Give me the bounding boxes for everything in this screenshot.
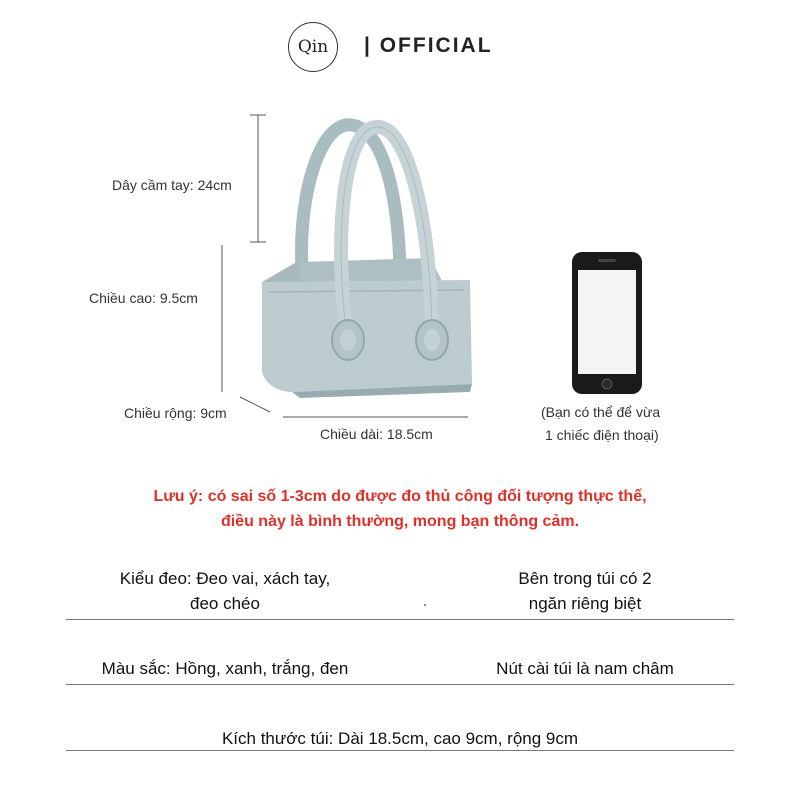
- size-spec: Kích thước túi: Dài 18.5cm, cao 9cm, rộng 9cm: [221, 729, 579, 748]
- measurement-note-line1: Lưu ý: có sai số 1-3cm do được đo thủ công đối tượng thực thế,: [153, 488, 647, 505]
- brand-title: | OFFICIAL: [364, 34, 493, 57]
- handbag-image: [262, 125, 472, 398]
- height-label: Chiều cao: 9.5cm: [89, 290, 198, 306]
- strap-style-line2: đeo chéo: [190, 594, 260, 613]
- measurement-note-line2: điều này là bình thường, mong bạn thông cảm.: [220, 513, 580, 530]
- colors-spec: Màu sắc: Hồng, xanh, trắng, đen: [101, 659, 349, 678]
- logo-text: Qin: [297, 37, 329, 57]
- handle-length-label: Dây cầm tay: 24cm: [112, 177, 232, 193]
- width-measure-line: [240, 397, 270, 412]
- phone-note-line1: (Bạn có thể để vừa: [541, 404, 661, 420]
- clasp-spec: Nút cài túi là nam châm: [496, 659, 674, 678]
- divider: [66, 750, 734, 751]
- compartment-line2: ngăn riêng biệt: [528, 594, 642, 613]
- compartment-line1: Bên trong túi có 2: [518, 569, 652, 588]
- phone-note-line2: 1 chiếc điện thoại): [545, 427, 659, 443]
- phone-image: [572, 252, 642, 394]
- width-label: Chiều rộng: 9cm: [124, 405, 227, 421]
- divider: [66, 619, 734, 620]
- strap-style-line1: Kiểu đeo: Đeo vai, xách tay,: [119, 569, 331, 588]
- length-label: Chiều dài: 18.5cm: [320, 426, 433, 442]
- divider: [66, 684, 734, 685]
